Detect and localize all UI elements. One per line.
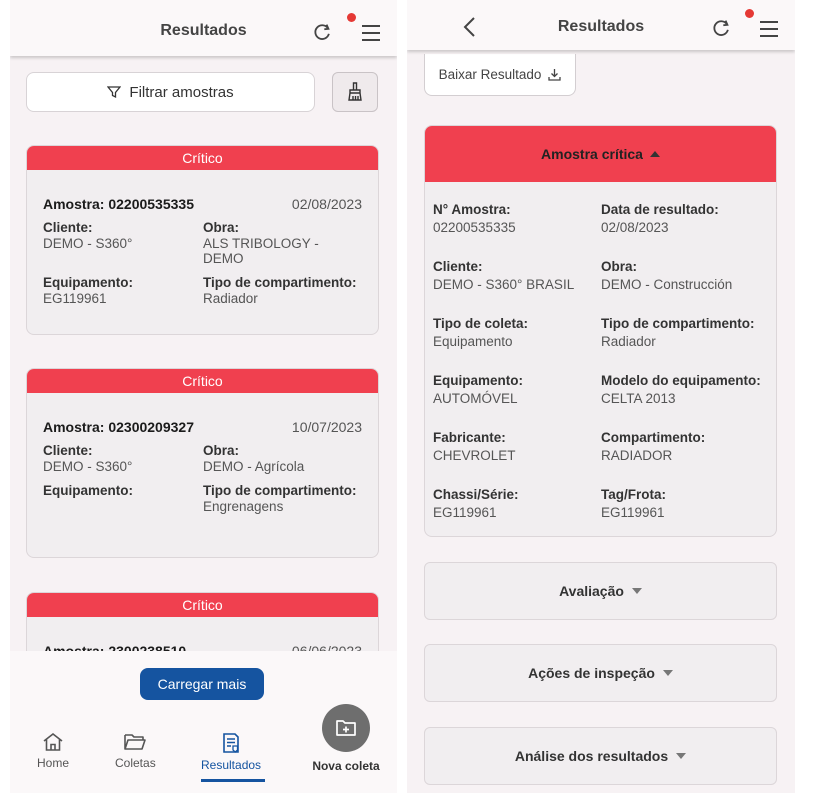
field-value: Radiador (601, 334, 656, 349)
expand-arrow-icon (676, 753, 686, 759)
active-tab-indicator (201, 779, 265, 782)
nav-label: Resultados (201, 758, 262, 772)
filter-samples-button[interactable] (26, 72, 315, 112)
new-collection-button[interactable] (322, 704, 370, 752)
field-value: CELTA 2013 (601, 391, 676, 406)
sample-card[interactable] (26, 145, 379, 335)
field-label: Obra: (203, 220, 240, 235)
menu-icon[interactable] (357, 19, 385, 47)
field-value: 02200535335 (433, 220, 516, 235)
field-label: Equipamento: (43, 483, 133, 498)
app-bar (407, 0, 795, 50)
refresh-icon[interactable] (707, 14, 735, 42)
add-folder-icon (335, 718, 357, 738)
field-label: Equipamento: (43, 275, 133, 290)
field-label: Tipo de compartimento: (601, 316, 755, 331)
notification-dot (745, 9, 754, 18)
field-value: DEMO - Agrícola (203, 459, 305, 474)
folder-icon (123, 732, 147, 752)
field-value: Engrenagens (203, 499, 284, 514)
field-label: Obra: (203, 443, 240, 458)
status-badge: Crítico (27, 593, 378, 617)
sample-date: 02/08/2023 (291, 196, 362, 212)
download-label: Baixar Resultado (438, 67, 542, 82)
broom-icon (346, 82, 364, 102)
sample-id: Amostra: 02200535335 (43, 196, 194, 212)
field-value: RADIADOR (601, 448, 673, 463)
app-bar (10, 0, 397, 56)
field-label: Modelo do equipamento: (601, 373, 761, 388)
filter-icon (107, 85, 121, 99)
nav-label: Home (37, 756, 70, 770)
field-label: Tipo de compartimento: (203, 483, 357, 498)
expand-arrow-icon (663, 670, 673, 676)
menu-icon[interactable] (755, 15, 783, 43)
section-title: Ações de inspeção (528, 665, 655, 681)
field-value: EG119961 (601, 505, 665, 520)
result-detail-screen (407, 0, 795, 793)
inspection-actions-section[interactable] (424, 644, 777, 702)
page-title: Resultados (160, 22, 247, 39)
filter-label: Filtrar amostras (129, 83, 234, 101)
section-title: Análise dos resultados (514, 748, 669, 764)
field-label: Chassi/Série: (433, 487, 519, 502)
critical-sample-panel (424, 125, 777, 537)
status-badge: Crítico (27, 146, 378, 170)
evaluation-section[interactable] (424, 562, 777, 620)
field-label: Tipo de coleta: (433, 316, 529, 331)
page-title: Resultados (557, 18, 645, 35)
nav-home[interactable] (37, 732, 69, 770)
field-label: Tag/Frota: (601, 487, 666, 502)
critical-sample-title: Amostra crítica (541, 146, 643, 162)
field-label: Cliente: (43, 220, 93, 235)
field-value: CHEVROLET (433, 448, 516, 463)
field-value: Equipamento (433, 334, 513, 349)
refresh-icon[interactable] (308, 18, 336, 46)
collapse-arrow-icon (650, 151, 660, 157)
field-value: EG119961 (43, 291, 107, 306)
results-list-screen (10, 0, 397, 793)
results-icon (221, 732, 241, 754)
home-icon (42, 732, 64, 752)
field-value: DEMO - Construcción (601, 277, 733, 292)
section-title: Avaliação (559, 583, 624, 599)
field-value: EG119961 (433, 505, 497, 520)
download-icon (548, 68, 561, 81)
download-result-button[interactable] (424, 54, 576, 96)
field-label: N° Amostra: (433, 202, 511, 217)
field-label: Fabricante: (433, 430, 506, 445)
field-label: Compartimento: (601, 430, 706, 445)
new-collection-label: Nova coleta (312, 759, 380, 773)
field-value: DEMO - S360° (43, 459, 133, 474)
field-label: Data de resultado: (601, 202, 719, 217)
field-value: DEMO - S360° BRASIL (433, 277, 575, 292)
clear-filter-button[interactable] (332, 72, 378, 112)
field-value: ALS TRIBOLOGY - DEMO (203, 236, 319, 266)
field-label: Equipamento: (433, 373, 523, 388)
expand-arrow-icon (632, 588, 642, 594)
sample-card[interactable] (26, 368, 379, 558)
field-value: DEMO - S360° (43, 236, 133, 251)
results-analysis-section[interactable] (424, 727, 777, 785)
nav-label: Coletas (115, 756, 156, 770)
sample-id: Amostra: 02300209327 (43, 419, 194, 435)
field-label: Cliente: (433, 259, 483, 274)
notification-dot (347, 13, 356, 22)
status-badge: Crítico (27, 369, 378, 393)
field-label: Tipo de compartimento: (203, 275, 357, 290)
field-value: AUTOMÓVEL (433, 391, 518, 406)
nav-coletas[interactable] (115, 732, 156, 770)
load-more-button[interactable]: Carregar mais (140, 668, 264, 700)
field-label: Cliente: (43, 443, 93, 458)
field-value: Radiador (203, 291, 258, 306)
field-label: Obra: (601, 259, 638, 274)
nav-resultados[interactable] (201, 732, 261, 772)
field-value: 02/08/2023 (601, 220, 669, 235)
sample-date: 10/07/2023 (291, 419, 362, 435)
critical-sample-header[interactable] (425, 126, 776, 182)
